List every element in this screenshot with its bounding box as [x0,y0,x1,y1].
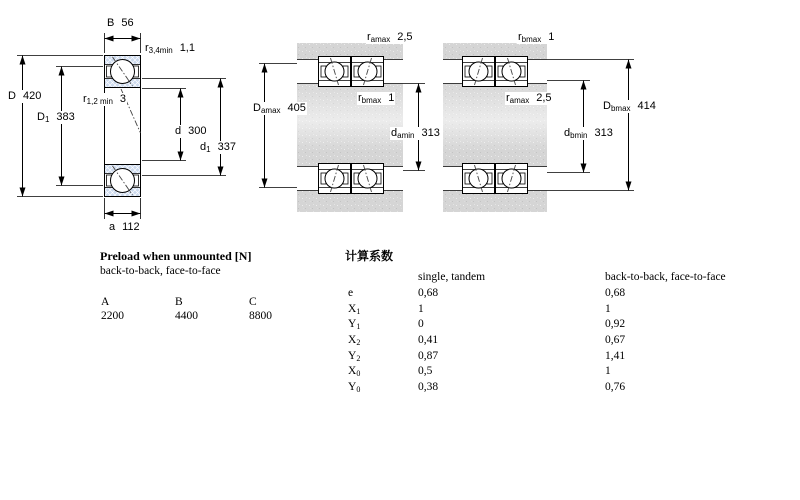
preload-value-a: 2200 [101,310,124,322]
label-dim-d: d 300 [175,125,207,137]
label-dim-r12min: $r_{1,2 min}$ 3 [83,93,127,106]
preload-col-b: B [175,296,183,308]
calc-row-x0: $X_0$ 0,5 1 [348,365,611,378]
calc-col1-header: single, tandem [418,271,486,283]
calc-row-e: e 0,68 0,68 [348,287,626,299]
label-dim-dbmax: $D_{bmax}$ 414 [603,100,656,113]
label-dim-dbmin: $d_{bmin}$ 313 [564,127,613,140]
calc-row-y2: $Y_2$ 0,87 1,41 [348,350,626,363]
calc-row-x2: $X_2$ 0,41 0,67 [348,334,626,347]
preload-value-c: 8800 [249,310,272,322]
preload-value-b: 4400 [175,310,198,322]
calc-col2-header: back-to-back, face-to-face [605,271,726,283]
label-dim-b: B 56 [107,17,134,29]
bearing-top-section [105,56,141,88]
calc-row-x1: $X_1$ 1 1 [348,303,611,316]
label-dim-damax: $D_{amax}$ 405 [253,102,306,115]
dim-D [17,56,103,197]
label-dim-rbmax-b: $r_{bmax}$ 1 [518,31,555,44]
dim-D1 [56,67,103,186]
bearing-bottom-section [105,165,141,197]
label-dim-d1: $d_1$ 337 [200,141,236,154]
calc-row-y0: $Y_0$ 0,38 0,76 [348,381,626,394]
dim-a [105,198,141,219]
preload-value-row [101,310,272,323]
calc-header-row [348,271,726,284]
preload-header-row [101,296,257,309]
dim-B [105,33,141,53]
preload-col-c: C [249,296,257,308]
label-dim-r34min: $r_{3,4min}$ 1,1 [145,42,195,55]
calc-row-y1: $Y_1$ 0 0,92 [348,318,626,331]
preload-col-a: A [101,296,110,308]
dim-Damax [259,64,297,188]
dim-Dbmax [547,60,634,191]
label-dim-D1: $D_1$ 383 [37,111,75,124]
label-dim-a: a 112 [109,221,140,233]
label-dim-damin: $d_{amin}$ 313 [391,127,440,140]
label-dim-ramax-b: $r_{amax}$ 2,5 [506,92,552,105]
label-dim-D: D 420 [8,90,42,102]
label-dim-ramax-a: $r_{amax}$ 2,5 [367,31,413,44]
label-dim-rbmax-a: $r_{bmax}$ 1 [358,92,395,105]
preload-subtitle: back-to-back, face-to-face [100,265,221,277]
calc-title: 计算系数 [345,249,394,263]
preload-title: Preload when unmounted [N] [100,249,252,263]
